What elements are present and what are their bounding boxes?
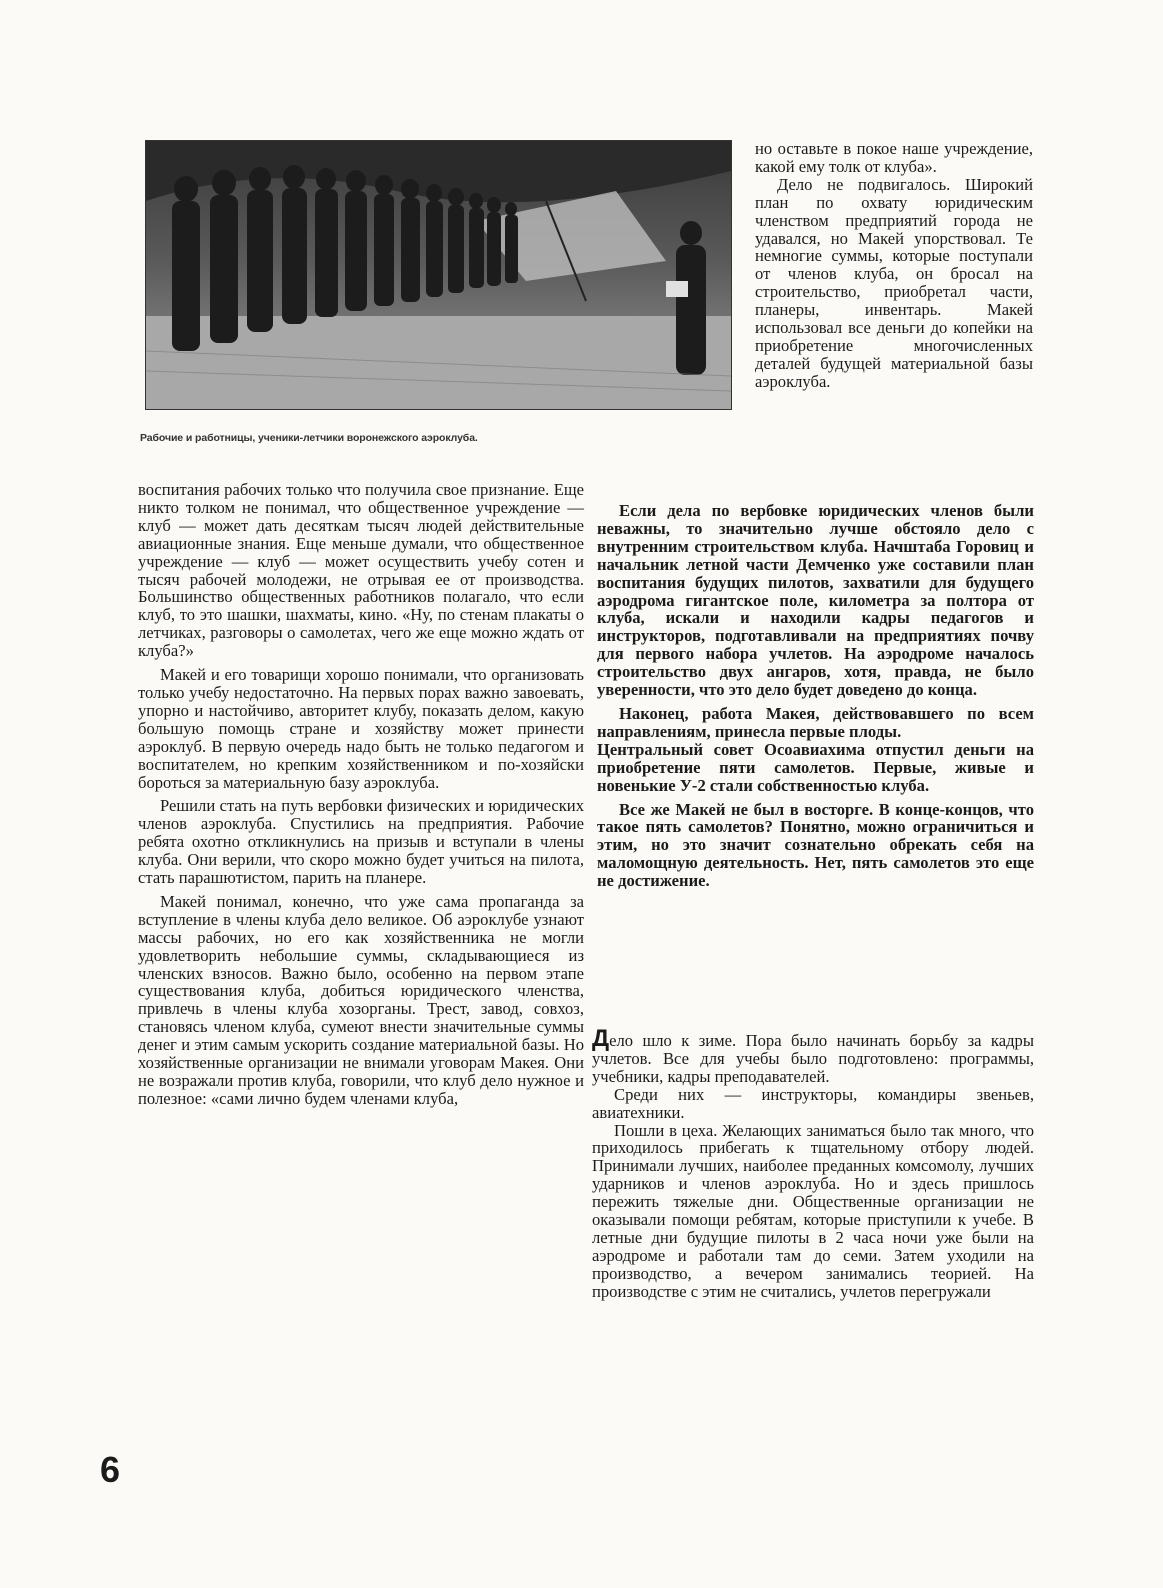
left-column — [138, 481, 584, 1108]
paragraph: Макей и его товарищи хорошо понимали, что организовать только учебу недостаточно. На первых порах важно завоевать, упорно и настойчиво, авторитет клубу, показать делом, какую большую помощь стране и хозяйству может принести аэроклуб. В первую очередь надо быть не только педагогом и воспитателем, но крепким хозяйственником и по-хозяйски бороться за материальную базу аэроклуба. — [138, 665, 584, 792]
photo-student-pilots — [145, 140, 732, 410]
paragraph: Макей понимал, конечно, что уже сама пропаганда за вступление в члены клуба дело великое. Об аэроклубе узнают массы рабочих, но его как хозяйственника не могли удовлетворить небольшие суммы, складывающиеся из членских взносов. Важно было, особенно на первом этапе существования клуба, добиться юридического членства, привлечь в члены клуба хозорганы. Трест, завод, совхоз, становясь членом клуба, сумеют внести значительные суммы денег и этим самым ускорить создание материальной базы. Но хозяйственные организации не внимали уговорам Макея. Они не возражали против клуба, говорили, что клуб дело нужное и полезное: «сами лично будем членами клуба, — [138, 891, 584, 1108]
paragraph: Дело не подвигалось. Широкий план по охвату юридическим членством предприятий города не удавался, но Макей упорствовал. Те немногие суммы, которые поступали от членов клуба, он бросал на строительство, приобретал части, планеры, инвентарь. Макей использовал все деньги до копейки на приобретение многочисленных деталей будущей материальной базы аэроклуба. — [755, 174, 1033, 391]
paragraph: Если дела по вербовке юридических членов были неважны, то значительно лучше обстояло дело с внутренним строительством клуба. Начштаба Горовиц и начальник летной части Демченко уже составили план воспитания будущих пилотов, захватили для будущего аэродрома гигантское поле, километра за полтора от клуба, искали и находили кадры педагогов и инструкторов, подготавливали на предприятиях почву для первого набора учлетов. На аэродроме началось строительство двух ангаров, хотя, правда, не было уверенности, что это дело будет доведено до конца. — [597, 501, 1034, 700]
paragraph: Все же Макей не был в восторге. В конце-концов, что такое пять самолетов? Понятно, можно ограничиться и этим, но это значит сознательно обрекать себя на маломощную деятельность. Нет, пять самолетов это еще не достижение. — [597, 799, 1034, 891]
right-column-section-2 — [592, 1025, 1034, 1301]
paragraph: Решили стать на путь вербовки физических и юридических членов аэроклуба. Спустились на предприятия. Рабочие ребята охотно откликнулись на призыв и вступали в члены клуба. Они верили, что скоро можно будет учиться на пилота, стать парашютистом, парить на планере. — [138, 796, 584, 888]
paragraph: но оставьте в покое наше учреждение, какой ему толк от клуба». — [755, 139, 1033, 176]
paragraph: Наконец, работа Макея, действовавшего по всем направлениям, принесла первые плоды. — [597, 703, 1034, 741]
paragraph: Среди них — инструкторы, командиры звеньев, авиатехники. — [592, 1084, 1034, 1122]
paragraph: Центральный совет Осоавиахима отпустил деньги на приобретение пяти самолетов. Первые, живые и новенькие У-2 стали собственностью клуба. — [597, 739, 1034, 795]
page-number: 6 — [100, 1449, 121, 1490]
photo-icon — [146, 141, 731, 409]
right-column — [597, 502, 1034, 890]
paragraph: Дело шло к зиме. Пора было начинать борьбу за кадры учлетов. Все для учебы было подготовлено: программы, учебники, кадры преподавателей. — [592, 1025, 1034, 1086]
right-top-column — [755, 140, 1033, 391]
drop-cap: Д — [592, 1025, 610, 1052]
photo-caption: Рабочие и работницы, ученики-летчики воронежского аэроклуба. — [140, 432, 478, 444]
paragraph: Пошли в цеха. Желающих заниматься было так много, что приходилось прибегать к тщательному отбору людей. Принимали лучших, наиболее преданных комсомолу, лучших ударников и членов аэроклуба. Но и здесь пришлось пережить тяжелые дни. Общественные организации не оказывали помощи ребятам, которые приступили к учебе. В летные дни будущие пилоты в 2 часа ночи уже были на аэродроме и работали там до семи. Затем уходили на производство, а вечером занимались теорией. На производстве с этим не считались, учлетов перегружали — [592, 1120, 1034, 1301]
paragraph: воспитания рабочих только что получила свое признание. Еще никто толком не понимал, что общественное учреждение — клуб — может дать десяткам тысяч людей действительные авиационные знания. Еще меньше думали, что общественное учреждение — клуб — может осуществить учебу сотен и тысяч рабочей молодежи, не отрывая ее от производства. Большинство общественных работников полагало, что если клуб, то это шашки, шахматы, кино. «Ну, по стенам плакаты о летчиках, разговоры о самолетах, чего же еще можно ждать от клуба?» — [138, 480, 584, 661]
